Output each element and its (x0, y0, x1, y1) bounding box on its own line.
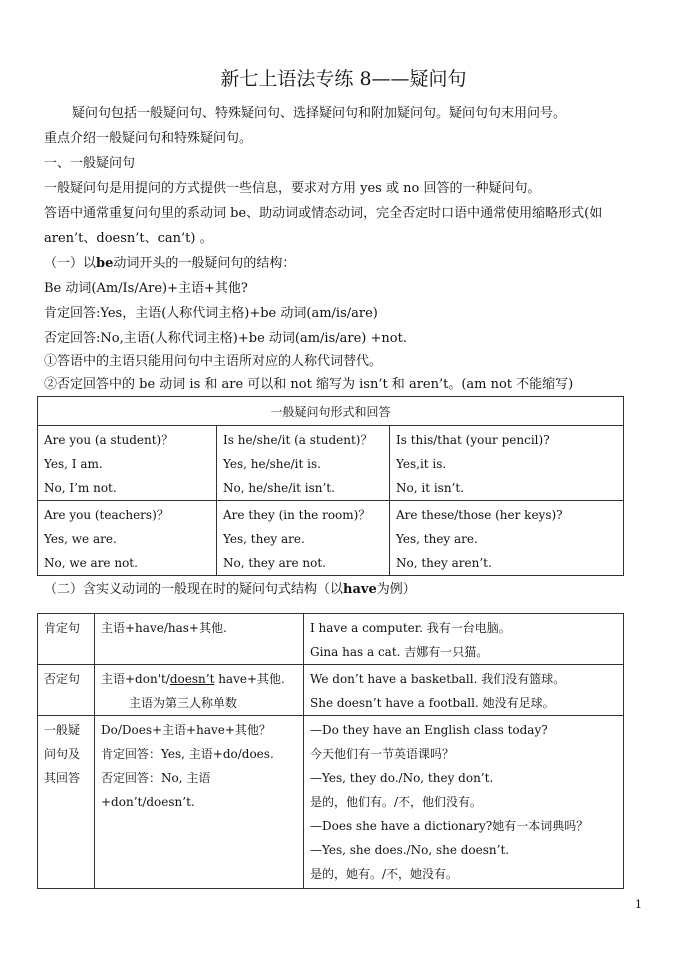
row-label: 否定句 (38, 665, 95, 716)
table-row (38, 426, 624, 501)
table-header: 一般疑问句形式和回答 (38, 397, 624, 426)
table-row (38, 665, 624, 716)
table-row (38, 716, 624, 889)
definition-text: 一般疑问句是用提问的方式提供一些信息，要求对方用 yes 或 no 回答的一种疑问句。 (44, 181, 541, 196)
table-cell: Are you (teachers)？ Yes, we are. No, we are not. (38, 501, 217, 576)
table-row (38, 614, 624, 665)
example-cell: —Do they have an English class today? 今天他们有一节英语课吗？ —Yes, they do./No, they don’t. 是的，他们有。/不，他们没有。 —Does she have a dictionary?她有一本词典吗？ —Yes, she does./No, she doesn’t. 是的，她有。/不，她没有。 (304, 716, 624, 889)
negative-answer: 否定回答:No,主语(人称代词主格)+be 动词(am/is/are) +not. (44, 331, 407, 346)
positive-answer: 肯定回答:Yes，主语(人称代词主格)+be 动词(am/is/are) (44, 306, 378, 321)
table-cell: Is this/that (your pencil)? Yes,it is. No, it isn’t. (390, 426, 624, 501)
question-forms-table (37, 396, 624, 576)
be-structure: Be 动词(Am/Is/Are)+主语+其他? (44, 281, 248, 296)
note-line-2: aren’t、doesn’t、can’t) 。 (44, 231, 213, 246)
table-cell: Are these/those (her keys)? Yes, they are. No, they aren’t. (390, 501, 624, 576)
rule-2: ②否定回答中的 be 动词 is 和 are 可以和 not 缩写为 isn’t 和 aren’t。(am not 不能缩写) (44, 377, 574, 392)
row-label: 一般疑问句及其回答 (38, 716, 95, 889)
structure-cell: Do/Does+主语+have+其他？ 肯定回答：Yes, 主语+do/does. 否定回答：No, 主语 +don’t/doesn’t. (95, 716, 304, 889)
section-1-heading: 一、一般疑问句 (44, 156, 136, 171)
page-title: 新七上语法专练 8——疑问句 (220, 68, 467, 90)
row-label: 肯定句 (38, 614, 95, 665)
intro-paragraph-2: 重点介绍一般疑问句和特殊疑问句。 (44, 131, 253, 146)
subsection-1-heading: （一）以be动词开头的一般疑问句的结构： (44, 256, 296, 271)
page-number: 1 (635, 898, 642, 911)
note-line-1: 答语中通常重复问句里的系动词 be、助动词或情态动词，完全否定时口语中通常使用缩略形式(如 (44, 206, 603, 221)
table-cell: Are they (in the room)？ Yes, they are. No, they are not. (217, 501, 390, 576)
structure-cell: 主语+don't/doesn’t have+其他. 主语为第三人称单数 (95, 665, 304, 716)
rule-1: ①答语中的主语只能用问句中主语所对应的人称代词替代。 (44, 354, 383, 369)
intro-paragraph-1: 疑问句包括一般疑问句、特殊疑问句、选择疑问句和附加疑问句。疑问句句末用问号。 (72, 106, 567, 121)
structure-cell: 主语+have/has+其他. (95, 614, 304, 665)
table-row (38, 501, 624, 576)
table-cell: Is he/she/it (a student)？ Yes, he/she/it is. No, he/she/it isn’t. (217, 426, 390, 501)
example-cell: I have a computer. 我有一台电脑。 Gina has a cat. 吉娜有一只猫。 (304, 614, 624, 665)
subsection-2-heading: （二）含实义动词的一般现在时的疑问句式结构（以have为例） (44, 582, 416, 597)
table-cell: Are you (a student)？ Yes, I am. No, I’m not. (38, 426, 217, 501)
example-cell: We don’t have a basketball. 我们没有篮球。 She doesn’t have a football. 她没有足球。 (304, 665, 624, 716)
have-structure-table (37, 613, 624, 889)
